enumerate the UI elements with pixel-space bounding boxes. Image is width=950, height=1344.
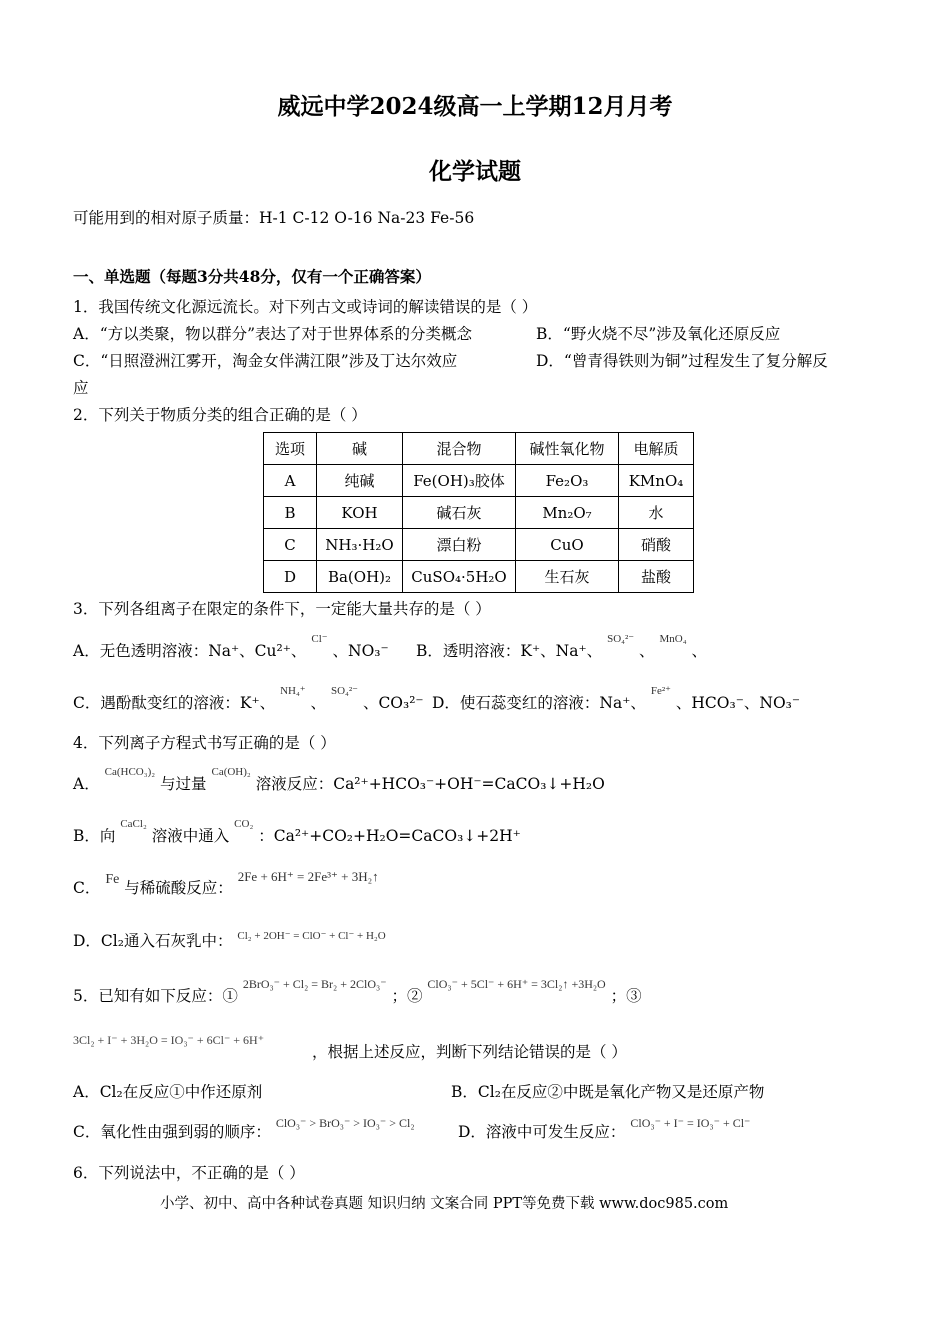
table-cell: NH₃·H₂O	[317, 529, 403, 561]
q3-b-sep-2: 、	[691, 642, 707, 660]
q5-c-text: C．氧化性由强到弱的顺序：	[73, 1123, 271, 1141]
q3-a-formula: Cl⁻	[311, 633, 328, 645]
q4-stem: 4．下列离子方程式书写正确的是（ ）	[73, 734, 336, 752]
q5-option-c	[73, 1116, 415, 1143]
section-heading: 一、单选题（每题3分共48分，仅有一个正确答案）	[73, 267, 431, 286]
q5-stem-text: 5．已知有如下反应：①	[73, 987, 238, 1005]
table-cell: CuO	[516, 529, 619, 561]
q4-a-mid: 与过量	[160, 775, 207, 793]
q3-c-text: C．遇酚酞变红的溶液：K⁺、	[73, 694, 276, 712]
q4-a-label: A．	[73, 775, 100, 793]
q4-b-label: B．向	[73, 827, 116, 845]
q3-stem: 3．下列各组离子在限定的条件下，一定能大量共存的是（ ）	[73, 600, 491, 618]
table-row	[264, 561, 694, 593]
table-cell: 纯碱	[317, 465, 403, 497]
q1-option-a: A．“方以类聚，物以群分”表达了对于世界体系的分类概念	[73, 325, 473, 343]
table-cell: Fe(OH)₃胶体	[403, 465, 516, 497]
q4-c-label: C．	[73, 879, 101, 897]
table-cell: KMnO₄	[619, 465, 694, 497]
q4-b-mid: 溶液中通入	[151, 827, 230, 845]
q5-option-b: B．Cl₂在反应②中既是氧化产物又是还原产物	[451, 1083, 765, 1101]
q4-c-mid: 与稀硫酸反应：	[124, 879, 233, 897]
q3-a-text-end: 、NO₃⁻	[332, 642, 389, 660]
q4-b-text: ：Ca²⁺+CO₂+H₂O=CaCO₃↓+2H⁺	[258, 827, 521, 845]
q3-option-a	[73, 633, 389, 663]
q4-a-text: 溶液反应：Ca²⁺+HCO₃⁻+OH⁻=CaCO₃↓+H₂O	[255, 775, 605, 793]
exam-title: 威远中学2024级高一上学期12月月考	[277, 93, 673, 120]
q1-option-d-cont: 应	[73, 379, 89, 397]
q4-c-equation: 2Fe + 6H⁺ = 2Fe³⁺ + 3H₂↑	[237, 869, 379, 884]
q5-sep-2: ；②	[391, 987, 423, 1005]
q3-d-text: D．使石蕊变红的溶液：Na⁺、	[432, 694, 646, 712]
q5-c-formula: ClO₃⁻ > BrO₃⁻ > IO₃⁻ > Cl₂	[275, 1116, 415, 1130]
table-header-cell: 电解质	[619, 433, 694, 465]
q1-option-b: B．“野火烧不尽”涉及氧化还原反应	[536, 325, 781, 343]
table-row	[264, 465, 694, 497]
q5-stem	[73, 977, 642, 1007]
table-cell: CuSO₄·5H₂O	[403, 561, 516, 593]
q4-option-d	[73, 931, 386, 953]
q5-option-d	[458, 1116, 751, 1143]
q1-option-d: D．“曾青得铁则为铜”过程发生了复分解反	[536, 352, 828, 370]
q3-option-d	[432, 685, 801, 715]
q5-d-text: D．溶液中可发生反应：	[458, 1123, 626, 1141]
q4-option-c	[73, 869, 379, 900]
classification-table	[263, 432, 694, 593]
page-footer: 小学、初中、高中各种试卷真题 知识归纳 文案合同 PPT等免费下载 www.doc985.com	[160, 1196, 729, 1212]
q3-b-formula-2: MnO₄	[659, 633, 687, 645]
table-cell: KOH	[317, 497, 403, 529]
q6-stem: 6．下列说法中，不正确的是（ ）	[73, 1164, 305, 1182]
table-cell: 生石灰	[516, 561, 619, 593]
q3-d-text-end: 、HCO₃⁻、NO₃⁻	[675, 694, 801, 712]
q4-option-b	[73, 818, 521, 848]
q3-b-text: B．透明溶液：K⁺、Na⁺、	[416, 642, 603, 660]
q4-d-text: D．Cl₂通入石灰乳中：	[73, 932, 233, 950]
q5-sep-3: ；③	[610, 987, 642, 1005]
q4-option-a	[73, 766, 605, 796]
q1-option-c: C．“日照澄洲江雾开，淘金女伴满江限”涉及丁达尔效应	[73, 352, 458, 370]
table-cell: B	[264, 497, 317, 529]
q3-c-formula-1: NH₄⁺	[280, 685, 306, 697]
table-header-cell: 混合物	[403, 433, 516, 465]
q3-c-sep: 、	[310, 694, 327, 712]
q5-equation-2: ClO₃⁻ + 5Cl⁻ + 6H⁺ = 3Cl₂↑ +3H₂O	[427, 977, 606, 991]
q4-b-formula-2: CO₂	[234, 818, 254, 830]
table-cell: Fe₂O₃	[516, 465, 619, 497]
table-cell: 碱石灰	[403, 497, 516, 529]
q3-option-c	[73, 685, 424, 715]
table-row	[264, 497, 694, 529]
table-cell: 漂白粉	[403, 529, 516, 561]
atomic-mass-line: 可能用到的相对原子质量：H-1 C-12 O-16 Na-23 Fe-56	[73, 209, 475, 227]
q4-b-formula-1: CaCl₂	[120, 818, 147, 830]
table-cell: Mn₂O₇	[516, 497, 619, 529]
q4-a-formula-1: Ca(HCO₃)₂	[104, 766, 156, 778]
exam-subtitle: 化学试题	[429, 158, 521, 185]
q3-c-formula-2: SO₄²⁻	[330, 685, 358, 697]
q3-b-formula-1: SO₄²⁻	[607, 633, 635, 645]
q5-option-a: A．Cl₂在反应①中作还原剂	[73, 1083, 263, 1101]
q4-c-formula-1: Fe	[105, 872, 120, 887]
table-cell: 水	[619, 497, 694, 529]
q3-d-formula: Fe²⁺	[650, 685, 671, 697]
table-header-cell: 碱	[317, 433, 403, 465]
table-cell: D	[264, 561, 317, 593]
q5-tail: ，根据上述反应，判断下列结论错误的是（ ）	[312, 1043, 627, 1061]
table-cell: C	[264, 529, 317, 561]
q3-option-b	[416, 633, 707, 663]
q5-equation-1: 2BrO₃⁻ + Cl₂ = Br₂ + 2ClO₃⁻	[242, 977, 387, 991]
table-row	[264, 529, 694, 561]
table-header-cell: 碱性氧化物	[516, 433, 619, 465]
q4-a-formula-2: Ca(OH)₂	[211, 766, 251, 778]
q4-d-equation: Cl₂ + 2OH⁻ = ClO⁻ + Cl⁻ + H₂O	[237, 930, 386, 942]
q3-c-text-end: 、CO₃²⁻	[362, 694, 424, 712]
q1-stem: 1．我国传统文化源远流长。对下列古文或诗词的解读错误的是（ ）	[73, 298, 538, 316]
table-cell: 盐酸	[619, 561, 694, 593]
q2-stem: 2．下列关于物质分类的组合正确的是（ ）	[73, 406, 367, 424]
table-cell: Ba(OH)₂	[317, 561, 403, 593]
q5-equation-3: 3Cl₂ + I⁻ + 3H₂O = IO₃⁻ + 6Cl⁻ + 6H⁺	[73, 1033, 265, 1047]
q5-d-formula: ClO₃⁻ + I⁻ = IO₃⁻ + Cl⁻	[630, 1116, 751, 1130]
table-header-cell: 选项	[264, 433, 317, 465]
q3-a-text: A．无色透明溶液：Na⁺、Cu²⁺、	[73, 642, 307, 660]
table-header-row	[264, 433, 694, 465]
q3-b-sep: 、	[639, 642, 655, 660]
table-cell: 硝酸	[619, 529, 694, 561]
table-cell: A	[264, 465, 317, 497]
